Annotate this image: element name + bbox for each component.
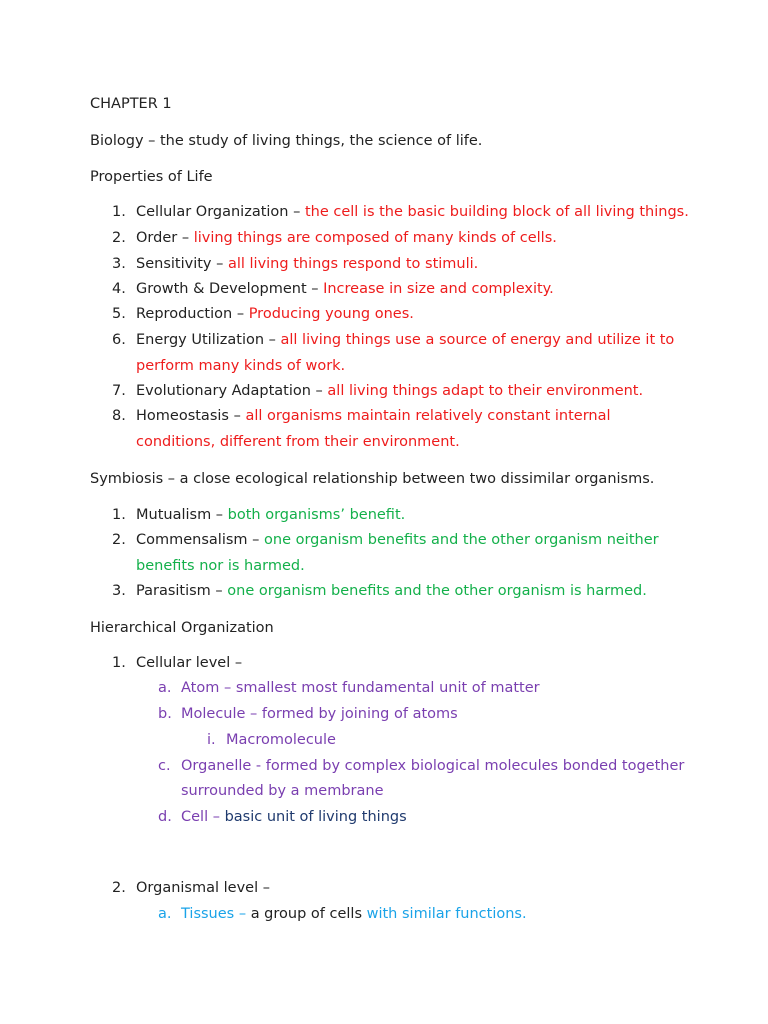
list-number: 7. — [112, 383, 126, 399]
list-item — [136, 202, 689, 222]
property-definition: all living things use a source of energy and utilize it to — [280, 332, 675, 348]
list-number: 1. — [112, 507, 126, 523]
property-definition: all organisms maintain relatively constant internal — [245, 408, 611, 424]
list-item — [136, 228, 557, 248]
list-number: 2. — [112, 532, 126, 548]
symbiosis-term: Commensalism – — [136, 532, 265, 548]
list-number: 2. — [112, 230, 126, 246]
list-item — [136, 381, 643, 401]
sublist-item-tissues — [181, 904, 527, 924]
list-number: 6. — [112, 332, 126, 348]
list-number: 1. — [112, 655, 126, 671]
properties-heading: Properties of Life — [90, 169, 213, 185]
tissues-definition: a group of cells — [250, 906, 367, 922]
property-definition-continued: perform many kinds of work. — [136, 358, 346, 374]
list-number: 4. — [112, 281, 126, 297]
list-number: 2. — [112, 880, 126, 896]
tissues-definition-end: with similar functions. — [366, 906, 527, 922]
property-definition: the cell is the basic building block of all living things. — [304, 204, 689, 220]
cell-definition: basic unit of living things — [224, 809, 407, 825]
property-term: Order – — [136, 230, 194, 246]
tissues-term: Tissues – — [181, 906, 251, 922]
symbiosis-definition: both organisms’ benefit. — [227, 507, 406, 523]
property-definition: living things are composed of many kinds of cells. — [193, 230, 557, 246]
list-number: 3. — [112, 583, 126, 599]
symbiosis-term: Parasitism – — [136, 583, 228, 599]
list-number: 1. — [112, 204, 126, 220]
sublist-letter: c. — [158, 758, 171, 774]
property-term: Reproduction – — [136, 306, 249, 322]
property-term: Energy Utilization – — [136, 332, 281, 348]
list-item — [136, 505, 405, 525]
sublist-letter: a. — [158, 680, 172, 696]
symbiosis-definition: one organism benefits and the other organism is harmed. — [227, 583, 647, 599]
list-item — [136, 279, 554, 299]
symbiosis-heading: Symbiosis – a close ecological relationship between two dissimilar organisms. — [90, 471, 655, 487]
sublist-roman-numeral: i. — [207, 732, 216, 748]
list-item — [136, 254, 478, 274]
sublist-item-organelle-continued: surrounded by a membrane — [181, 783, 384, 799]
sublist-letter: b. — [158, 706, 172, 722]
property-term: Sensitivity – — [136, 256, 228, 272]
sublist-item-cell — [181, 807, 407, 827]
property-definition: all living things adapt to their environment. — [327, 383, 644, 399]
symbiosis-term: Mutualism – — [136, 507, 228, 523]
sublist-item-molecule: Molecule – formed by joining of atoms — [181, 706, 458, 722]
property-term: Growth & Development – — [136, 281, 324, 297]
organismal-level-label: Organismal level – — [136, 880, 270, 896]
symbiosis-definition: one organism benefits and the other organism neither — [264, 532, 659, 548]
list-number: 5. — [112, 306, 126, 322]
property-term: Cellular Organization – — [136, 204, 305, 220]
property-definition-continued: conditions, different from their environment. — [136, 434, 460, 450]
property-definition: Increase in size and complexity. — [323, 281, 554, 297]
hierarchy-heading: Hierarchical Organization — [90, 620, 274, 636]
chapter-title: CHAPTER 1 — [90, 96, 172, 112]
list-item — [136, 530, 659, 550]
list-item — [136, 304, 414, 324]
sublist-item-organelle: Organelle - formed by complex biological molecules bonded together — [181, 758, 685, 774]
property-definition: Producing young ones. — [248, 306, 414, 322]
symbiosis-definition-continued: benefits nor is harmed. — [136, 558, 305, 574]
list-number: 3. — [112, 256, 126, 272]
list-item — [136, 581, 647, 601]
sublist-letter: d. — [158, 809, 172, 825]
sublist-letter: a. — [158, 906, 172, 922]
biology-definition: Biology – the study of living things, the science of life. — [90, 133, 483, 149]
list-number: 8. — [112, 408, 126, 424]
list-item — [136, 406, 611, 426]
property-term: Homeostasis – — [136, 408, 246, 424]
cell-term: Cell – — [181, 809, 225, 825]
list-item — [136, 330, 674, 350]
sublist-item-atom: Atom – smallest most fundamental unit of matter — [181, 680, 540, 696]
cellular-level-label: Cellular level – — [136, 655, 243, 671]
sublist-item-macromolecule: Macromolecule — [226, 732, 336, 748]
property-term: Evolutionary Adaptation – — [136, 383, 328, 399]
property-definition: all living things respond to stimuli. — [227, 256, 479, 272]
